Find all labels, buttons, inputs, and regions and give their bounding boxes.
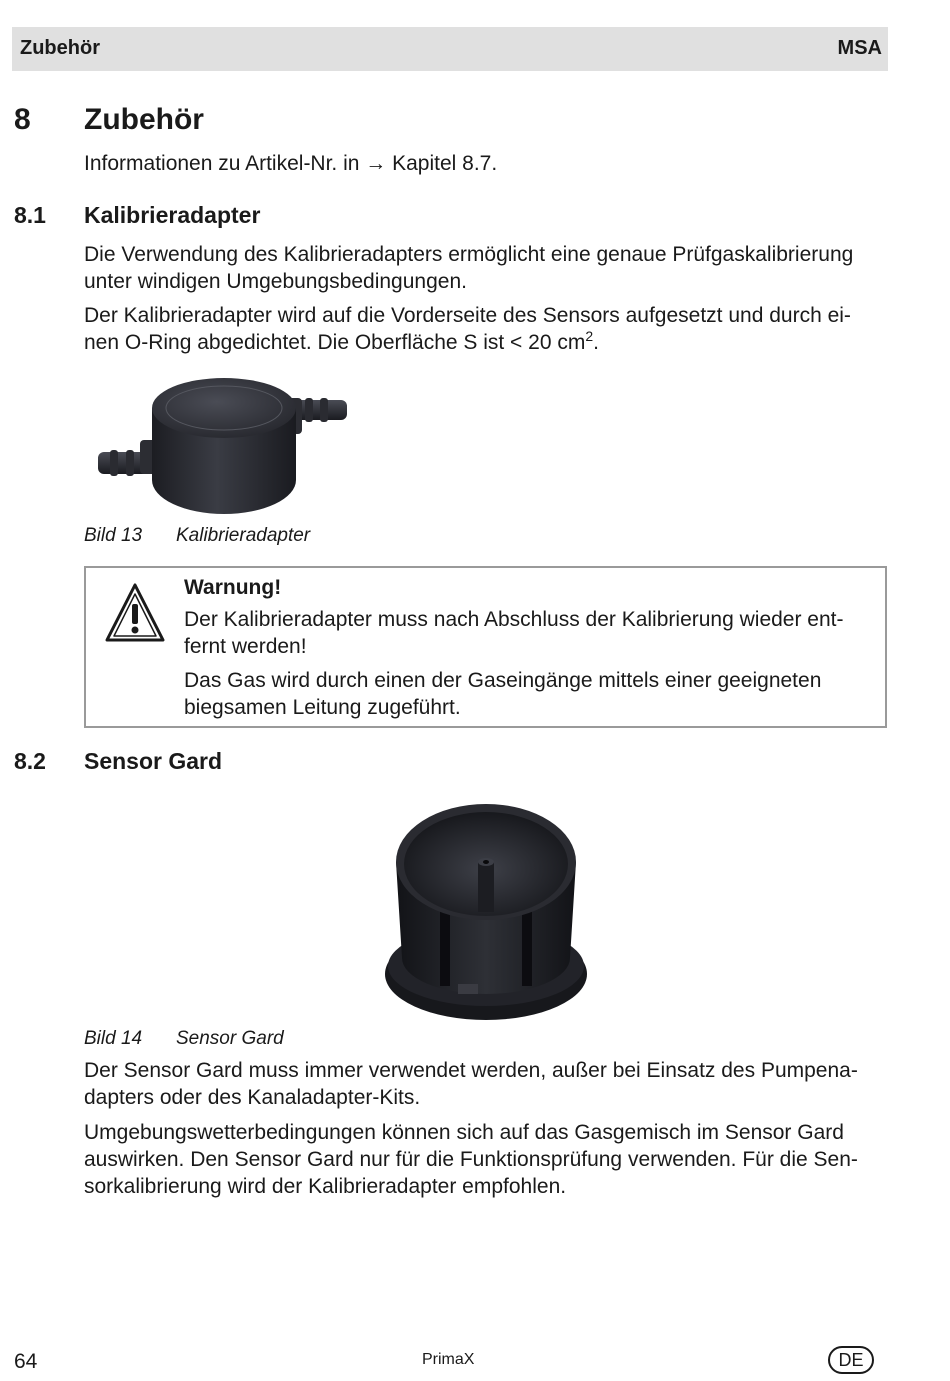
section-8-1-paragraph-2 (84, 302, 890, 356)
chapter-intro: Informationen zu Artikel-Nr. in → Kapitel 8.7. (84, 152, 498, 175)
warning-triangle-icon (104, 582, 166, 644)
section-8-1-paragraph-2-end: . (593, 331, 599, 354)
section-8-2-paragraph-1: Der Sensor Gard muss immer verwendet werden, außer bei Einsatz des Pumpena- dapters oder des Kanaladapter-Kits. (84, 1059, 858, 1109)
figure-14-caption: Sensor Gard (176, 1028, 284, 1049)
warning-box (84, 566, 887, 728)
figure-13-caption: Kalibrieradapter (176, 525, 311, 546)
section-8-1-paragraph-2-text: Der Kalibrieradapter wird auf die Vorderseite des Sensors aufgesetzt und durch ei- nen O-Ring abgedichtet. Die Oberfläche S ist < 20 cm (84, 304, 851, 354)
sensor-gard-image (382, 798, 592, 1026)
section-number-8-1: 8.1 (14, 202, 46, 228)
calibration-adapter-image (90, 370, 360, 520)
header-brand: MSA (837, 37, 882, 59)
chapter-number: 8 (14, 103, 31, 136)
superscript-exponent: 2 (585, 328, 594, 344)
section-number-8-2: 8.2 (14, 748, 46, 774)
warning-text-1: Der Kalibrieradapter muss nach Abschluss der Kalibrierung wieder ent- fernt werden! (184, 608, 844, 658)
warning-title: Warnung! (184, 576, 282, 599)
section-8-2-paragraph-2: Umgebungswetterbedingungen können sich auf das Gasgemisch im Sensor Gard auswirken. Den Sensor Gard nur für die Funktionsprüfung verwenden. Für die Sen- sorkalibrierung wird der Kalibrieradapter empfohlen. (84, 1121, 858, 1198)
figure-14-label: Bild 14 (84, 1028, 143, 1049)
product-name: PrimaX (422, 1351, 475, 1368)
language-badge: DE (828, 1346, 874, 1374)
chapter-title: Zubehör (84, 103, 204, 136)
page-header (12, 27, 888, 71)
warning-text-2: Das Gas wird durch einen der Gaseingänge mittels einer geeigneten biegsamen Leitung zugeführt. (184, 669, 822, 719)
section-title-8-2: Sensor Gard (84, 748, 223, 774)
header-section: Zubehör (20, 37, 100, 59)
page-number: 64 (14, 1350, 38, 1373)
figure-13-label: Bild 13 (84, 525, 143, 546)
section-title-8-1: Kalibrieradapter (84, 202, 261, 228)
section-8-1-paragraph-1: Die Verwendung des Kalibrieradapters ermöglicht eine genaue Prüfgaskalibrierung unter windigen Umgebungsbedingungen. (84, 243, 854, 293)
